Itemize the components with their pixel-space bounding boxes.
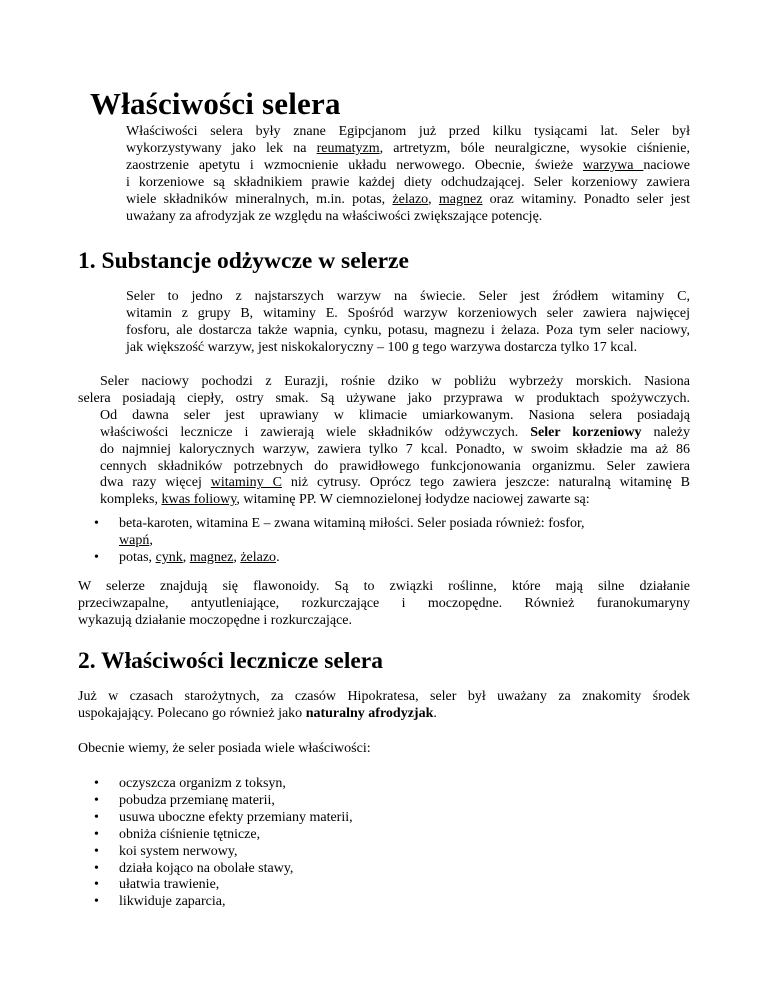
page-title: Właściwości selera xyxy=(90,86,341,121)
link-kwas-foliowy[interactable]: kwas foliowy xyxy=(161,492,237,508)
section-heading-2: 2. Właściwości lecznicze selera xyxy=(78,648,383,674)
list-item: • beta-karoten, witamina E – zwana witaminą miłości. Seler posiada również: fosfor, wapń, xyxy=(94,516,585,548)
link-wapn[interactable]: wapń xyxy=(119,532,150,548)
section1-paragraph-3: W selerze znajdują się flawonoidy. Są to związki roślinne, które mają silne działanie przeciwzapalne, antyutleniające, rozkurczające i moczopędne. Również furanokumaryny wykazują działanie moczopędne i rozkurczające. xyxy=(78,579,690,628)
section1-bullet-list xyxy=(78,516,690,567)
link-magnez[interactable]: magnez xyxy=(438,191,483,207)
bold-seler-korzeniowy: Seler korzeniowy xyxy=(530,424,642,440)
list-item: • ułatwia trawienie, xyxy=(94,877,220,893)
list-item: • koi system nerwowy, xyxy=(94,843,238,859)
bullet-icon: • xyxy=(94,860,99,876)
section2-paragraph-1: Już w czasach starożytnych, za czasów Hipokratesa, seler był uważany za znakomity środek uspokajający. Polecano go również jako naturalny afrodyzjak. xyxy=(78,689,690,721)
list-item: • działa kojąco na obolałe stawy, xyxy=(94,860,294,876)
bullet-icon: • xyxy=(94,516,99,531)
bold-naturalny-afrodyzjak: naturalny afrodyzjak xyxy=(305,705,434,721)
section1-paragraph-1: Seler to jedno z najstarszych warzyw na świecie. Seler jest źródłem witaminy C, witamin z grupy B, witaminy E. Spośród warzyw korzeniowych seler zawiera najwięcej fosforu, ale dostarcza także wapnia, cynku, potasu, magnezu i żelaza. Poza tym seler naciowy, jak większość warzyw, jest niskokaloryczny – 100 g tego warzywa dostarcza tylko 17 kcal. xyxy=(126,289,690,355)
section-heading-1: 1. Substancje odżywcze w selerze xyxy=(78,248,409,274)
link-warzywa[interactable]: warzywa xyxy=(582,157,644,173)
list-item: • oczyszcza organizm z toksyn, xyxy=(94,776,286,791)
bullet-icon: • xyxy=(94,809,99,825)
list-item: • obniża ciśnienie tętnicze, xyxy=(94,826,261,842)
link-zelazo[interactable]: żelazo xyxy=(392,191,429,207)
section2-paragraph-2: Obecnie wiemy, że seler posiada wiele właściwości: xyxy=(78,741,371,756)
bullet-icon: • xyxy=(94,776,99,791)
section2-bullet-list xyxy=(78,776,690,911)
link-magnez-2[interactable]: magnez xyxy=(189,549,234,565)
link-reumatyzm[interactable]: reumatyzm xyxy=(316,140,380,156)
bullet-icon: • xyxy=(94,877,99,893)
bullet-icon: • xyxy=(94,826,99,842)
link-cynk[interactable]: cynk xyxy=(155,549,183,565)
list-item: • usuwa uboczne efekty przemiany materii, xyxy=(94,809,353,825)
list-item: • likwiduje zaparcia, xyxy=(94,894,226,910)
link-zelazo-2[interactable]: żelazo xyxy=(240,549,277,565)
bullet-icon: • xyxy=(94,843,99,859)
list-item: • pobudza przemianę materii, xyxy=(94,792,275,808)
list-item: • potas, cynk, magnez, żelazo. xyxy=(94,549,280,565)
section1-paragraph-2: Seler naciowy pochodzi z Eurazji, rośnie dziko w pobliżu wybrzeży morskich. Nasiona selera posiadają ciepły, ostry smak. Są używane jako przyprawa w produktach spożywczych. Od dawna seler jest uprawiany w klimacie umiarkowanym. Nasiona selera posiadają właściwości lecznicze i zawierają wiele składników odżywczych. Seler korzeniowy należy do najmniej kalorycznych warzyw, zawiera tylko 7 kcal. Ponadto, w swoim składzie ma aż 86 cennych składników potrzebnych do prawidłowego funkcjonowania organizmu. Seler zawiera dwa razy więcej witaminy C niż cytrusy. Oprócz tego zawiera jeszcze: naturalną witaminę B kompleks, kwas foliowy, witaminę PP. W ciemnozielonej łodydze naciowej zawarte są: xyxy=(78,374,690,508)
bullet-icon: • xyxy=(94,549,99,565)
bullet-icon: • xyxy=(94,894,99,910)
link-witaminy-c[interactable]: witaminy C xyxy=(210,475,282,491)
intro-paragraph: Właściwości selera były znane Egipcjanom już przed kilku tysiącami lat. Seler był wykorzystywany jako lek na reumatyzm, artretyzm, bóle neuralgiczne, wysokie ciśnienie, zaostrzenie apetytu i wzmocnienie układu nerwowego. Obecnie, świeże warzywa naciowe i korzeniowe są składnikiem prawie każdej diety odchudzającej. Seler korzeniowy zawiera wiele składników mineralnych, m.in. potas, żelazo, magnez oraz witaminy. Ponadto seler jest uważany za afrodyzjak ze względu na właściwości zwiększające potencję. xyxy=(126,124,690,224)
bullet-icon: • xyxy=(94,792,99,808)
